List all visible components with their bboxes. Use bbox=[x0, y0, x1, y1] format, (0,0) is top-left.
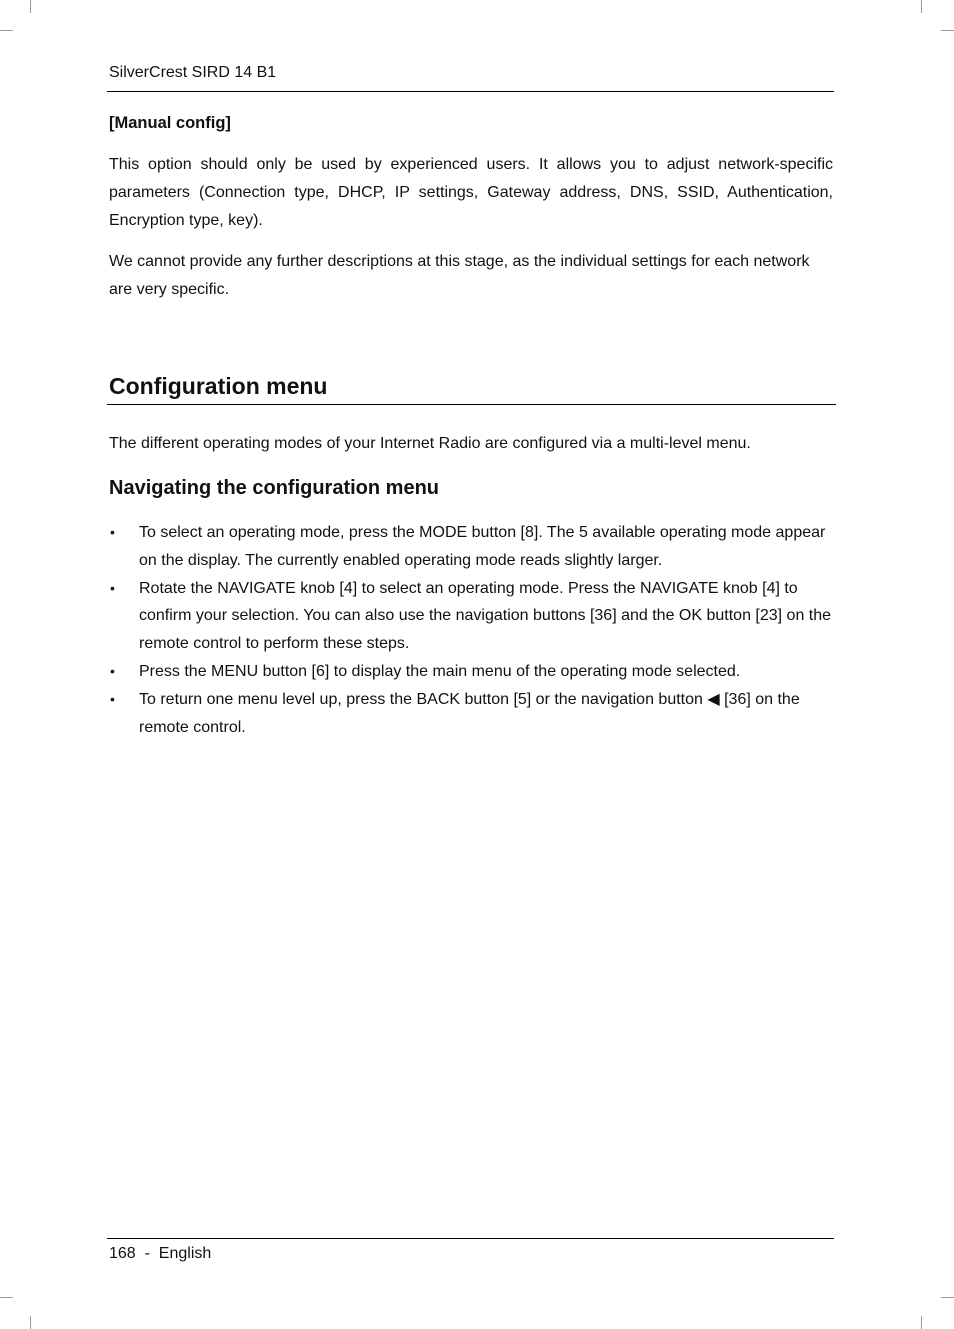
list-item bbox=[109, 519, 833, 575]
list-item-text: To return one menu level up, press the BACK button [5] or the navigation button ◀ [36] on the remote control. bbox=[139, 690, 800, 736]
configuration-menu-intro: The different operating modes of your Internet Radio are configured via a multi-level menu. bbox=[109, 435, 751, 452]
bullet-icon: • bbox=[110, 662, 115, 679]
manual-config-heading: [Manual config] bbox=[109, 114, 231, 132]
navigation-steps-list bbox=[109, 519, 833, 741]
section-rule bbox=[107, 404, 836, 405]
crop-mark bbox=[30, 1316, 31, 1329]
list-item bbox=[109, 575, 833, 658]
configuration-menu-heading: Configuration menu bbox=[109, 373, 328, 399]
list-item bbox=[109, 686, 833, 742]
list-item-text: Press the MENU button [6] to display the main menu of the operating mode selected. bbox=[139, 662, 741, 680]
manual-config-paragraph: This option should only be used by experienced users. It allows you to adjust network-specific parameters (Connection type, DHCP, IP settings, Gateway address, DNS, SSID, Authentication, Encryption type, key). bbox=[109, 156, 833, 229]
page-footer: 168 - English bbox=[109, 1245, 212, 1262]
crop-mark bbox=[941, 30, 954, 31]
crop-mark bbox=[0, 1297, 13, 1298]
crop-mark bbox=[0, 30, 13, 31]
page-header-title: SilverCrest SIRD 14 B1 bbox=[109, 64, 277, 81]
manual-config-note: We cannot provide any further descriptions at this stage, as the individual settings for each network are very specific. bbox=[109, 253, 810, 298]
footer-rule bbox=[107, 1238, 834, 1239]
bullet-icon: • bbox=[110, 579, 115, 596]
bullet-icon: • bbox=[110, 690, 115, 707]
list-item bbox=[109, 658, 833, 686]
crop-mark bbox=[921, 1316, 922, 1329]
crop-mark bbox=[941, 1297, 954, 1298]
bullet-icon: • bbox=[110, 524, 115, 540]
crop-mark bbox=[30, 0, 31, 13]
navigating-heading: Navigating the configuration menu bbox=[109, 477, 440, 499]
header-rule bbox=[107, 91, 834, 92]
crop-mark bbox=[921, 0, 922, 13]
list-item-text: Rotate the NAVIGATE knob [4] to select an operating mode. Press the NAVIGATE knob [4] to confirm your selection. You can also use the navigation buttons [36] and the OK button [23] on the remote control to perform these steps. bbox=[139, 579, 832, 653]
list-item-text: To select an operating mode, press the MODE button [8]. The 5 available operating mode appear on the display. The currently enabled operating mode reads slightly larger. bbox=[139, 524, 826, 569]
